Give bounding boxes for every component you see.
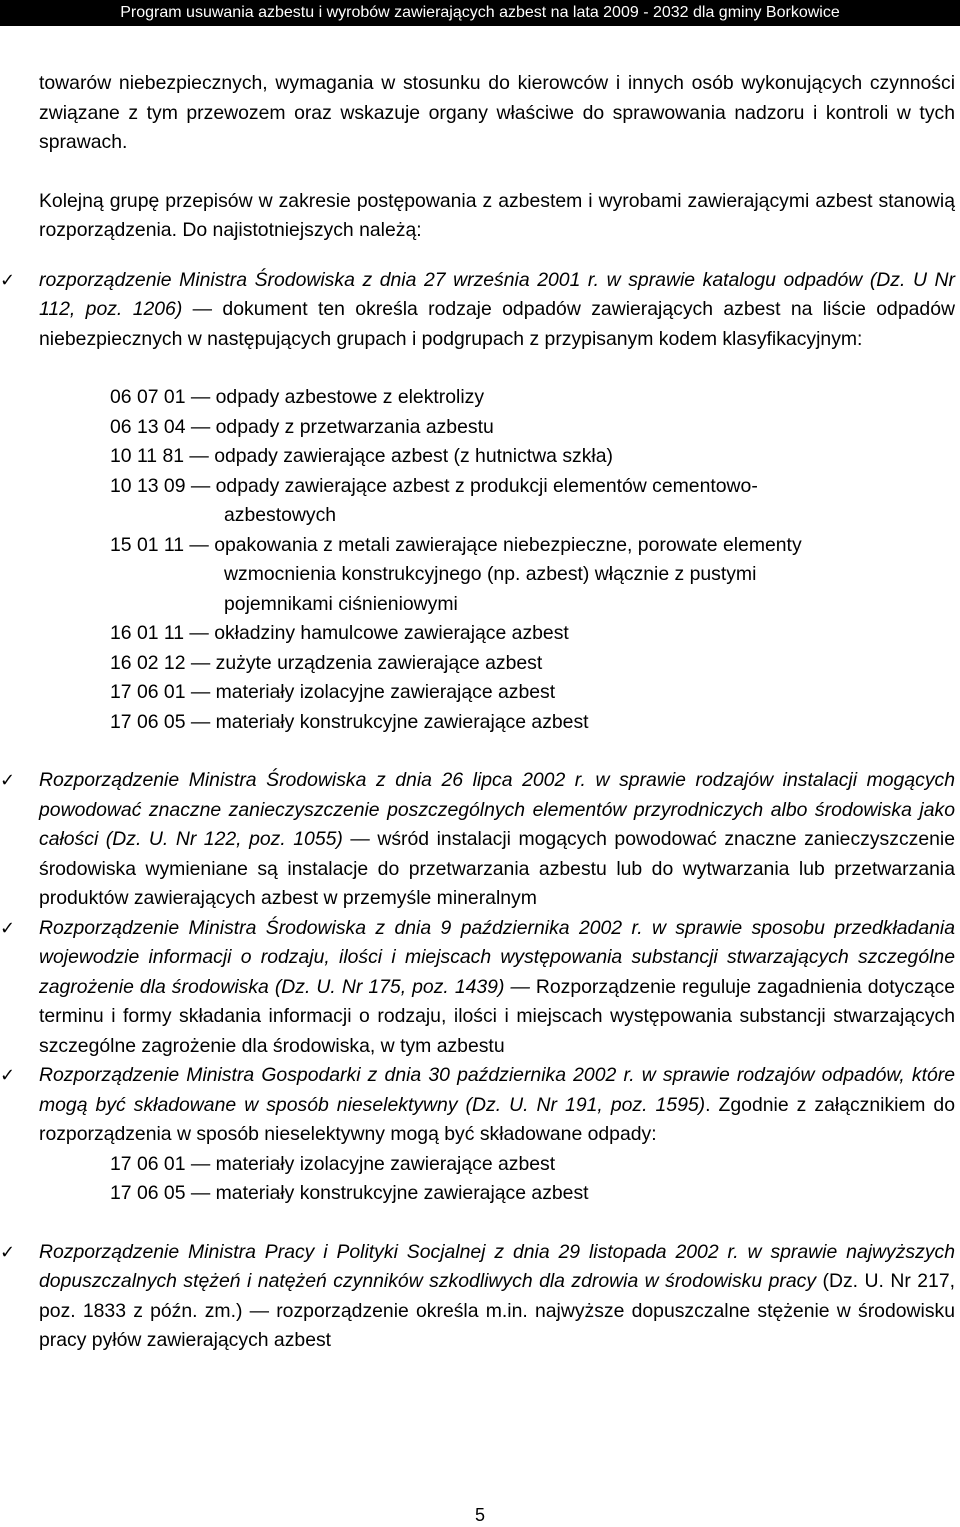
document-body bbox=[0, 69, 956, 1356]
regulation-text bbox=[39, 266, 955, 355]
intro-paragraph: Kolejną grupę przepisów w zakresie postępowania z azbestem i wyrobami zawierającymi azbest stanowią rozporządzenia. Do najistotniejszych należą: bbox=[39, 189, 955, 241]
checkmark-icon: ✓ bbox=[0, 1241, 16, 1263]
waste-code-line: 06 13 04 — odpady z przetwarzania azbestu bbox=[110, 415, 494, 438]
regulation-description: . Zgodnie z załącznikiem do rozporządzenia w sposób nieselektywny mogą być składowane odpady: bbox=[39, 1093, 955, 1145]
regulation-item bbox=[0, 1061, 955, 1150]
regulation-title: Rozporządzenie Ministra Środowiska z dnia 9 października 2002 r. w sprawie sposobu przedkładania wojewodzie informacji o rodzaju, ilości i miejscach występowania substancji stwarzających szczególne zagrożenie dla środowiska (Dz. U. Nr 175, poz. 1439) — bbox=[39, 916, 955, 998]
regulation-title: Rozporządzenie Ministra Środowiska z dnia 26 lipca 2002 r. w sprawie rodzajów instalacji mogących powodować znaczne zanieczyszczenie poszczególnych elementów przyrodniczych albo środowiska jako całości (Dz. U. Nr 122, poz. 1055) bbox=[39, 769, 955, 850]
regulation-description: — dokument ten określa rodzaje odpadów zawierających azbest na liście odpadów niebezpiecznych w następujących grupach i podgrupach z przypisanym kodem klasyfikacyjnym: bbox=[39, 298, 955, 350]
regulation-text bbox=[39, 766, 955, 914]
regulation-description: Rozporządzenie reguluje zagadnienia dotyczące terminu i formy składania informacji o rodzaju, ilości i miejscach występowania substancji stwarzających szczególne zagrożenie dla środowiska, w tym azbestu bbox=[39, 975, 956, 1057]
waste-code-line: 17 06 05 — materiały konstrukcyjne zawierające azbest bbox=[110, 710, 589, 733]
waste-code-line: 17 06 01 — materiały izolacyjne zawierające azbest bbox=[110, 1152, 556, 1175]
regulation-title: Rozporządzenie Ministra Gospodarki z dnia 30 października 2002 r. w sprawie rodzajów odpadów, które mogą być składowane w sposób nieselektywny (Dz. U. Nr 191, poz. 1595) bbox=[39, 1064, 955, 1116]
waste-code-line: 16 01 11 — okładziny hamulcowe zawierające azbest bbox=[110, 622, 569, 644]
checkmark-icon: ✓ bbox=[0, 917, 16, 939]
intro-paragraph: towarów niebezpiecznych, wymagania w stosunku do kierowców i innych osób wykonujących czynności związane z tym przewozem oraz wskazuje organy właściwe do sprawowania nadzoru i kontroli w tych sprawach. bbox=[39, 72, 955, 153]
checkmark-icon: ✓ bbox=[0, 1065, 16, 1086]
regulation-item bbox=[0, 266, 955, 355]
regulation-item bbox=[0, 914, 956, 1062]
regulation-title: Rozporządzenie Ministra Pracy i Polityki Socjalnej z dnia 29 listopada 2002 r. w sprawie najwyższych dopuszczalnych stężeń i natężeń czynników szkodliwych dla zdrowia w środowisku pracy bbox=[39, 1240, 955, 1292]
regulation-description: — wśród instalacji mogących powodować znaczne zanieczyszczenie środowiska wymieniane są instalacje do przetwarzania azbestu lub do wytwarzania lub przetwarzania produktów zawierających azbest w przemyśle mineralnym bbox=[39, 828, 955, 909]
waste-code-line: 10 11 81 — odpady zawierające azbest (z hutnictwa szkła) bbox=[110, 445, 613, 467]
regulation-text bbox=[39, 1061, 955, 1150]
waste-code-line: 15 01 11 — opakowania z metali zawierające niebezpieczne, porowate elementy bbox=[110, 533, 802, 556]
page-header: Program usuwania azbestu i wyrobów zawierających azbest na lata 2009 - 2032 dla gminy Borkowice bbox=[0, 0, 960, 26]
regulation-text bbox=[39, 1238, 955, 1356]
waste-code-list bbox=[110, 383, 955, 737]
waste-code-line: 10 13 09 — odpady zawierające azbest z produkcji elementów cementowo- bbox=[110, 474, 758, 497]
checkmark-icon: ✓ bbox=[0, 770, 16, 791]
waste-code-line: 17 06 01 — materiały izolacyjne zawierające azbest bbox=[110, 681, 556, 703]
waste-code-continuation: azbestowych bbox=[224, 504, 337, 526]
checkmark-icon: ✓ bbox=[0, 269, 16, 291]
regulation-text bbox=[39, 914, 955, 1062]
waste-code-line: 17 06 05 — materiały konstrukcyjne zawierające azbest bbox=[110, 1182, 589, 1204]
waste-code-continuation: wzmocnienia konstrukcyjnego (np. azbest) włącznie z pustymi bbox=[224, 563, 757, 585]
waste-code-line: 16 02 12 — zużyte urządzenia zawierające azbest bbox=[110, 651, 543, 674]
waste-code-list bbox=[110, 1150, 955, 1209]
regulation-item bbox=[0, 1238, 956, 1356]
waste-code-continuation: pojemnikami ciśnieniowymi bbox=[224, 592, 458, 615]
regulation-item bbox=[0, 766, 955, 914]
page-number: 5 bbox=[474, 1505, 485, 1525]
waste-code-line: 06 07 01 — odpady azbestowe z elektrolizy bbox=[110, 386, 485, 408]
regulation-description: (Dz. U. Nr 217, poz. 1833 z późn. zm.) — rozporządzenie określa m.in. najwyższe dopuszczalne stężenie w środowisku pracy pyłów zawierających azbest bbox=[39, 1270, 956, 1351]
regulation-title: rozporządzenie Ministra Środowiska z dnia 27 września 2001 r. w sprawie katalogu odpadów (Dz. U Nr 112, poz. 1206) bbox=[39, 268, 955, 320]
